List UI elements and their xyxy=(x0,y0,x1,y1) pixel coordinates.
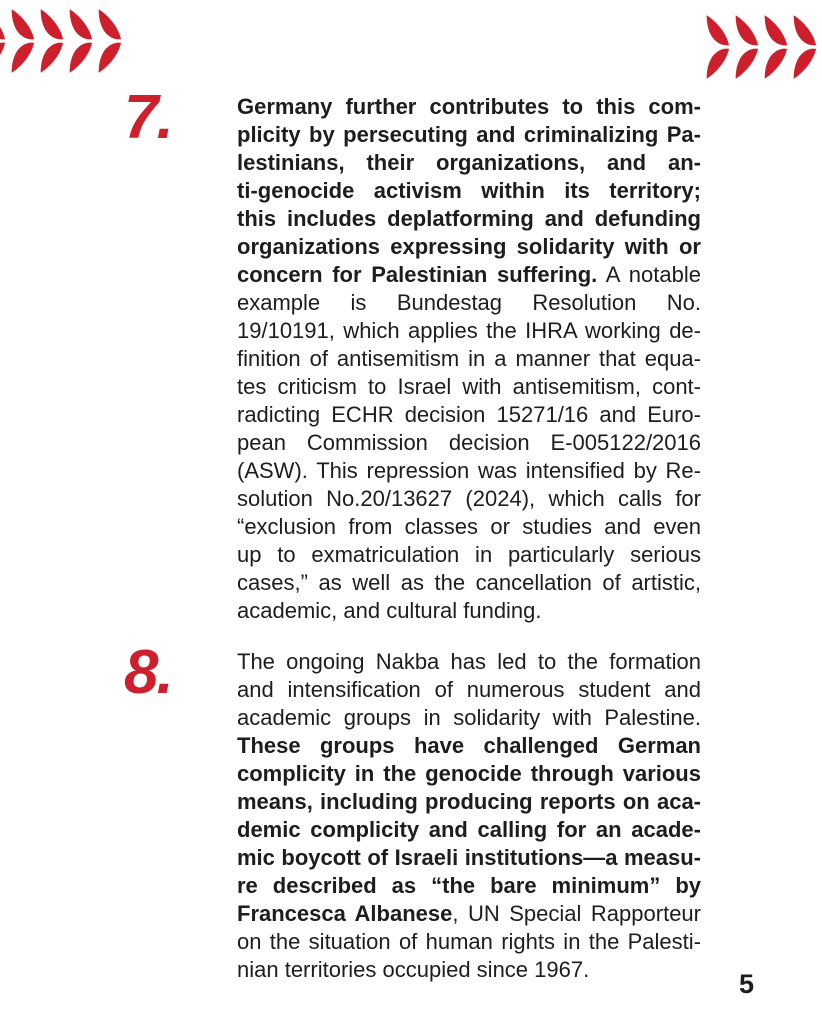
text-line xyxy=(237,732,701,760)
text-segment: up to exmatriculation in particularly serious xyxy=(237,542,701,567)
text-line xyxy=(237,373,701,401)
text-line xyxy=(237,485,701,513)
text-segment: on the situation of human rights in the Palesti- xyxy=(237,929,701,954)
text-segment: means, including producing reports on aca- xyxy=(237,789,701,814)
text-line xyxy=(237,149,701,177)
text-line xyxy=(237,261,701,289)
text-line xyxy=(237,345,701,373)
text-line xyxy=(237,648,701,676)
text-line xyxy=(237,928,701,956)
brush-chevron-strip-icon xyxy=(0,8,160,74)
text-segment: (ASW). This repression was intensified by Re- xyxy=(237,458,701,483)
text-segment: pean Commission decision E-005122/2016 xyxy=(237,430,701,455)
text-segment: complicity in the genocide through various xyxy=(237,761,701,786)
text-line xyxy=(237,121,701,149)
text-segment: demic complicity and calling for an acade- xyxy=(237,817,701,842)
text-segment: finition of antisemitism in a manner that equa- xyxy=(237,346,701,371)
text-segment: plicity by persecuting and criminalizing Pa- xyxy=(237,122,701,147)
text-segment: solution No.20/13627 (2024), which calls for xyxy=(237,486,701,511)
text-line xyxy=(237,429,701,457)
text-line xyxy=(237,541,701,569)
text-segment: “exclusion from classes or studies and even xyxy=(237,514,701,539)
text-segment: ti-genocide activism within its territory; xyxy=(237,178,701,203)
text-line xyxy=(237,844,701,872)
numbered-item xyxy=(0,83,701,625)
text-segment: radicting ECHR decision 15271/16 and Euro- xyxy=(237,402,701,427)
text-segment: 19/10191, which applies the IHRA working de- xyxy=(237,318,701,343)
text-line xyxy=(237,900,701,928)
text-line xyxy=(237,956,701,984)
text-line xyxy=(237,569,701,597)
page-number: 5 xyxy=(739,969,755,999)
numbered-item xyxy=(0,638,701,984)
text-segment: tes criticism to Israel with antisemitism, cont- xyxy=(237,374,701,399)
text-line xyxy=(237,704,701,732)
text-line xyxy=(237,289,701,317)
text-line xyxy=(237,597,701,625)
text-segment: The ongoing Nakba has led to the formation xyxy=(237,649,701,674)
text-segment: example is Bundestag Resolution No. xyxy=(237,290,701,315)
text-segment: nian territories occupied since 1967. xyxy=(237,957,590,982)
text-segment: academic, and cultural funding. xyxy=(237,598,542,623)
text-segment: These groups have challenged German xyxy=(237,733,701,758)
item-number-marker: 8. xyxy=(124,638,172,707)
text-segment: this includes deplatforming and defunding xyxy=(237,206,701,231)
item-number-marker: 7. xyxy=(124,83,172,152)
text-segment: Germany further contributes to this com- xyxy=(237,94,701,119)
text-segment: lestinians, their organizations, and an- xyxy=(237,150,701,175)
text-segment: cases,” as well as the cancellation of artistic, xyxy=(237,570,701,595)
text-line xyxy=(237,317,701,345)
text-line xyxy=(237,177,701,205)
text-segment: mic boycott of Israeli institutions—a measu- xyxy=(237,845,701,870)
text-line xyxy=(237,816,701,844)
text-segment: Francesca Albanese xyxy=(237,901,453,926)
text-line xyxy=(237,788,701,816)
text-line xyxy=(237,205,701,233)
text-segment: re described as “the bare minimum” by xyxy=(237,873,701,898)
text-segment: organizations expressing solidarity with or xyxy=(237,234,701,259)
text-line xyxy=(237,760,701,788)
text-line xyxy=(237,233,701,261)
text-line xyxy=(237,93,701,121)
brush-chevron-strip-icon xyxy=(702,14,822,80)
text-segment: academic groups in solidarity with Palestine. xyxy=(237,705,701,730)
text-segment: , UN Special Rapporteur xyxy=(452,901,701,926)
text-line xyxy=(237,676,701,704)
text-line xyxy=(237,401,701,429)
text-segment: concern for Palestinian suffering. xyxy=(237,262,598,287)
text-segment: A notable xyxy=(597,262,701,287)
text-line xyxy=(237,457,701,485)
text-line xyxy=(237,513,701,541)
text-line xyxy=(237,872,701,900)
text-segment: and intensification of numerous student and xyxy=(237,677,701,702)
